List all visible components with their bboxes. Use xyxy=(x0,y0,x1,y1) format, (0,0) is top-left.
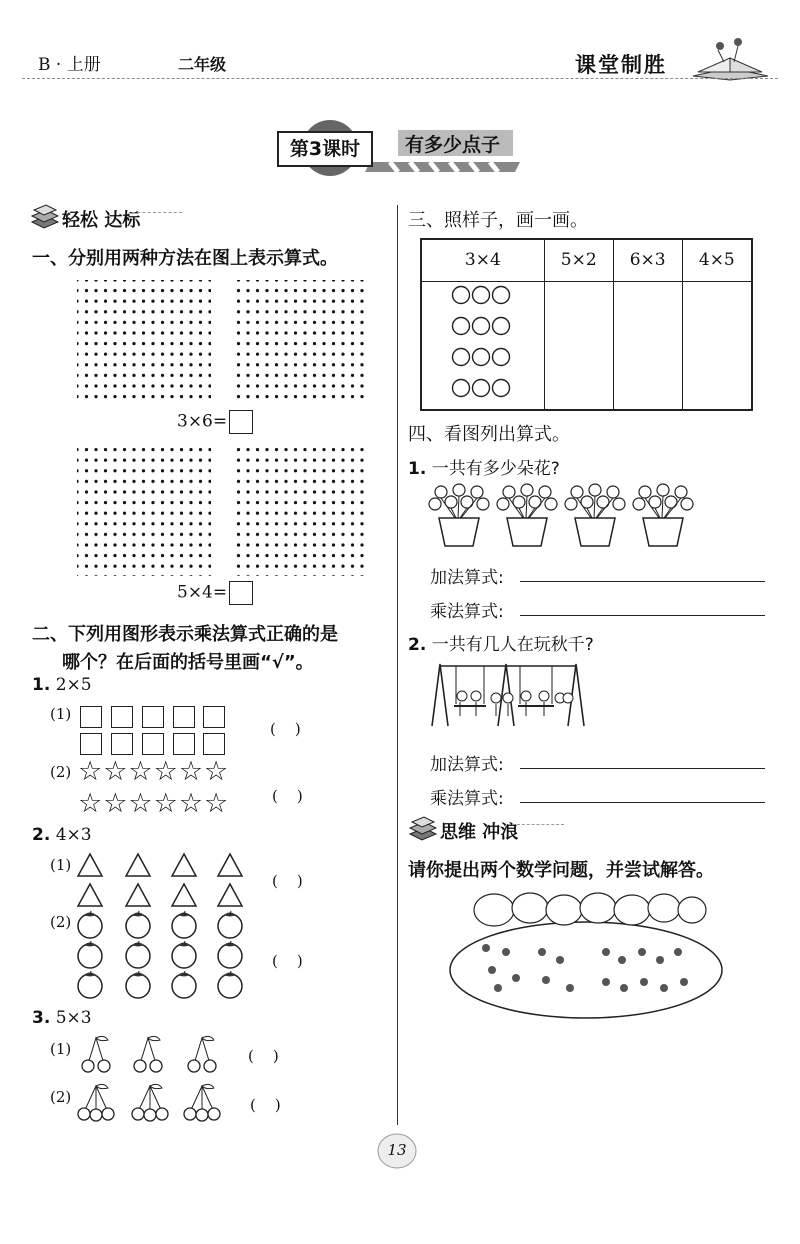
q2-title-line2: 哪个？在后面的括号里画“√”。 xyxy=(62,652,314,673)
q4-sub2-mul-label: 乘法算式: xyxy=(430,789,504,809)
table-header: 4×5 xyxy=(682,239,752,281)
header-divider xyxy=(22,78,778,79)
example-cell xyxy=(421,281,544,410)
q2-item2-opt2: (2) xyxy=(50,913,72,931)
answer-line[interactable] xyxy=(520,615,765,616)
q2-item1-opt1: (1) xyxy=(50,705,72,723)
q4-sub1: 1. 一共有多少朵花? xyxy=(408,459,560,479)
square-shape xyxy=(111,733,133,755)
q2-item3-opt1: (1) xyxy=(50,1040,72,1058)
q4-sub2-add-label: 加法算式: xyxy=(430,755,504,775)
book-logo-icon xyxy=(688,32,774,82)
triangles-group xyxy=(76,852,256,910)
answer-paren[interactable]: ( ) xyxy=(272,872,305,890)
q4-sub2: 2. 一共有几人在玩秋千? xyxy=(408,635,594,655)
answer-paren[interactable]: ( ) xyxy=(248,1047,281,1065)
answer-line[interactable] xyxy=(520,768,765,769)
section-easy-title: 轻松 达标 xyxy=(62,210,141,231)
stars-row-2: ☆☆☆☆☆☆ xyxy=(78,788,230,819)
answer-paren[interactable]: ( ) xyxy=(250,1096,283,1114)
circles-example xyxy=(450,283,516,403)
level-label: 二年级 xyxy=(178,55,227,74)
draw-cell[interactable] xyxy=(544,281,613,410)
q2-item2-label: 2. 4×3 xyxy=(32,825,92,845)
square-shape xyxy=(142,733,164,755)
q4-sub1-add-label: 加法算式: xyxy=(430,568,504,588)
q2-title-line1: 二、下列用图形表示乘法算式正确的是 xyxy=(32,624,338,645)
square-shape xyxy=(203,733,225,755)
q4-sub1-mul-label: 乘法算式: xyxy=(430,602,504,622)
column-divider xyxy=(397,205,398,1125)
answer-paren[interactable]: ( ) xyxy=(272,952,305,970)
answer-line[interactable] xyxy=(520,802,765,803)
q2-item2-opt1: (1) xyxy=(50,856,72,874)
stars-row-1: ☆☆☆☆☆☆ xyxy=(78,756,230,787)
q1-equation-a: 3×6= xyxy=(177,410,253,434)
grade-label: B · 上册 xyxy=(38,55,101,75)
books-icon xyxy=(30,204,60,230)
draw-cell[interactable] xyxy=(613,281,682,410)
series-title: 课堂制胜 xyxy=(575,53,667,77)
answer-paren[interactable]: ( ) xyxy=(272,787,305,805)
cherries-group xyxy=(76,1032,246,1124)
draw-cell[interactable] xyxy=(682,281,752,410)
lesson-title: 有多少点子 xyxy=(405,134,501,156)
page-number: 13 xyxy=(387,1141,407,1159)
apples-group xyxy=(76,910,256,1002)
q2-item1-label: 1. 2×5 xyxy=(32,675,92,695)
square-shape xyxy=(80,733,102,755)
flower-pots xyxy=(425,482,705,552)
square-shape xyxy=(173,733,195,755)
q4-title: 四、看图列出算式。 xyxy=(408,424,570,445)
lesson-badge: 第3课时 xyxy=(277,131,373,167)
table-header: 5×2 xyxy=(544,239,613,281)
q1-title: 一、分别用两种方法在图上表示算式。 xyxy=(32,248,338,269)
section-think-underline xyxy=(512,824,564,825)
forest-scene xyxy=(446,888,726,1022)
square-shape xyxy=(80,706,102,728)
q2-item3-label: 3. 5×3 xyxy=(32,1008,92,1028)
answer-line[interactable] xyxy=(520,581,765,582)
section-think-title: 思维 冲浪 xyxy=(440,822,519,843)
answer-box-a[interactable] xyxy=(229,410,253,434)
square-shape xyxy=(203,706,225,728)
table-header: 3×4 xyxy=(421,239,544,281)
q5-text: 请你提出两个数学问题，并尝试解答。 xyxy=(408,860,714,881)
swing-set xyxy=(428,660,588,728)
q2-item1-opt2: (2) xyxy=(50,763,72,781)
q1-equation-b: 5×4= xyxy=(177,581,253,605)
drawing-table xyxy=(420,238,753,411)
table-header: 6×3 xyxy=(613,239,682,281)
answer-paren[interactable]: ( ) xyxy=(270,720,303,738)
q2-item3-opt2: (2) xyxy=(50,1088,72,1106)
answer-box-b[interactable] xyxy=(229,581,253,605)
square-shape xyxy=(111,706,133,728)
square-shape xyxy=(142,706,164,728)
books-icon xyxy=(408,816,438,842)
section-easy-underline xyxy=(132,212,182,213)
q3-title: 三、照样子，画一画。 xyxy=(408,210,588,231)
square-shape xyxy=(173,706,195,728)
